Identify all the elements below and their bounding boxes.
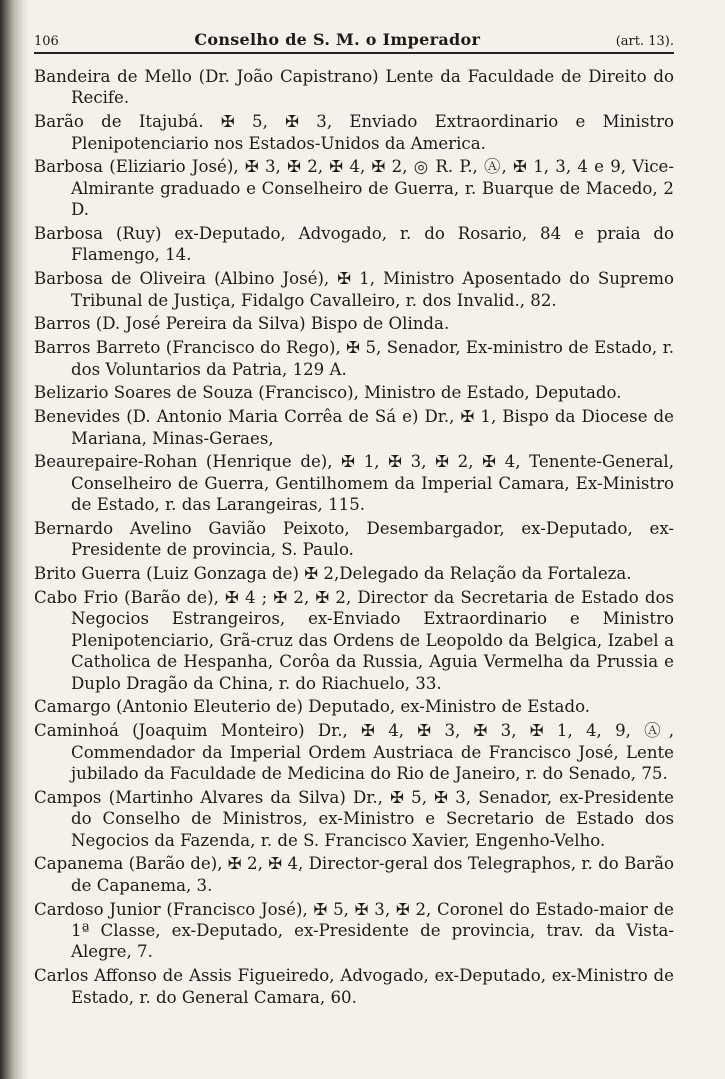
page-number: 106 xyxy=(34,34,59,49)
list-item: Camargo (Antonio Eleuterio de) Deputado, ex-Ministro de Estado. xyxy=(34,697,591,717)
running-header xyxy=(34,30,674,54)
list-item: Capanema (Barão de), ✠ 2, ✠ 4, Director-geral dos Telegraphos, r. do Barão de Capanema, 3. xyxy=(34,854,674,895)
entry-list xyxy=(34,66,674,1008)
list-item: Barão de Itajubá. ✠ 5, ✠ 3, Enviado Extraordinario e Ministro Plenipotenciario nos Estados-Unidos da America. xyxy=(34,112,674,153)
document-page xyxy=(34,30,674,1010)
page-gutter-shadow xyxy=(0,0,30,1079)
list-item: Carlos Affonso de Assis Figueiredo, Advogado, ex-Deputado, ex-Ministro de Estado, r. do General Camara, 60. xyxy=(34,966,674,1007)
list-item: Barbosa (Eliziario José), ✠ 3, ✠ 2, ✠ 4, ✠ 2, ◎ R. P., Ⓐ, ✠ 1, 3, 4 e 9, Vice-Almirante graduado e Conselheiro de Guerra, r. Buarque de Macedo, 2 D. xyxy=(34,157,674,220)
list-item: Brito Guerra (Luiz Gonzaga de) ✠ 2,Delegado da Relação da Fortaleza. xyxy=(34,564,632,584)
list-item: Barros Barreto (Francisco do Rego), ✠ 5, Senador, Ex-ministro de Estado, r. dos Voluntarios da Patria, 129 A. xyxy=(34,338,674,379)
list-item: Bernardo Avelino Gavião Peixoto, Desembargador, ex-Deputado, ex-Presidente de provincia, S. Paulo. xyxy=(34,519,674,560)
list-item: Caminhoá (Joaquim Monteiro) Dr., ✠ 4, ✠ 3, ✠ 3, ✠ 1, 4, 9, Ⓐ, Commendador da Imperial Ordem Austriaca de Francisco José, Lente jubilado da Faculdade de Medicina do Rio de Janeiro, r. do Senado, 75. xyxy=(34,721,674,784)
list-item: Cardoso Junior (Francisco José), ✠ 5, ✠ 3, ✠ 2, Coronel do Estado-maior de 1ª Classe, ex-Deputado, ex-Presidente de provincia, trav. da Vista-Alegre, 7. xyxy=(34,899,674,962)
list-item: Belizario Soares de Souza (Francisco), Ministro de Estado, Deputado. xyxy=(34,383,622,403)
list-item: Beaurepaire-Rohan (Henrique de), ✠ 1, ✠ 3, ✠ 2, ✠ 4, Tenente-General, Conselheiro de Guerra, Gentilhomem da Imperial Camara, Ex-Ministro de Estado, r. das Larangeiras, 115. xyxy=(34,452,674,515)
list-item: Barros (D. José Pereira da Silva) Bispo de Olinda. xyxy=(34,314,450,334)
page-title: Conselho de S. M. o Imperador xyxy=(194,30,481,49)
list-item: Bandeira de Mello (Dr. João Capistrano) Lente da Faculdade de Direito do Recife. xyxy=(34,67,674,108)
list-item: Campos (Martinho Alvares da Silva) Dr., ✠ 5, ✠ 3, Senador, ex-Presidente do Conselho de Ministros, ex-Ministro e Secretario de Estado dos Negocios da Fazenda, r. de S. Francisco Xavier, Engenho-Velho. xyxy=(34,787,674,850)
list-item: Barbosa (Ruy) ex-Deputado, Advogado, r. do Rosario, 84 e praia do Flamengo, 14. xyxy=(34,224,674,265)
list-item: Cabo Frio (Barão de), ✠ 4 ; ✠ 2, ✠ 2, Director da Secretaria de Estado dos Negocios Estrangeiros, ex-Enviado Extraordinario e Ministro Plenipotenciario, Grã-cruz das Ordens de Leopoldo da Belgica, Izabel a Catholica de Hespanha, Corôa da Russia, Aguia Vermelha da Prussia e Duplo Dragão da China, r. do Riachuelo, 33. xyxy=(34,588,674,693)
list-item: Barbosa de Oliveira (Albino José), ✠ 1, Ministro Aposentado do Supremo Tribunal de Justiça, Fidalgo Cavalleiro, r. dos Invalid., 82. xyxy=(34,269,674,310)
article-reference: (art. 13). xyxy=(615,34,674,49)
list-item: Benevides (D. Antonio Maria Corrêa de Sá e) Dr., ✠ 1, Bispo da Diocese de Mariana, Minas-Geraes, xyxy=(34,407,674,448)
